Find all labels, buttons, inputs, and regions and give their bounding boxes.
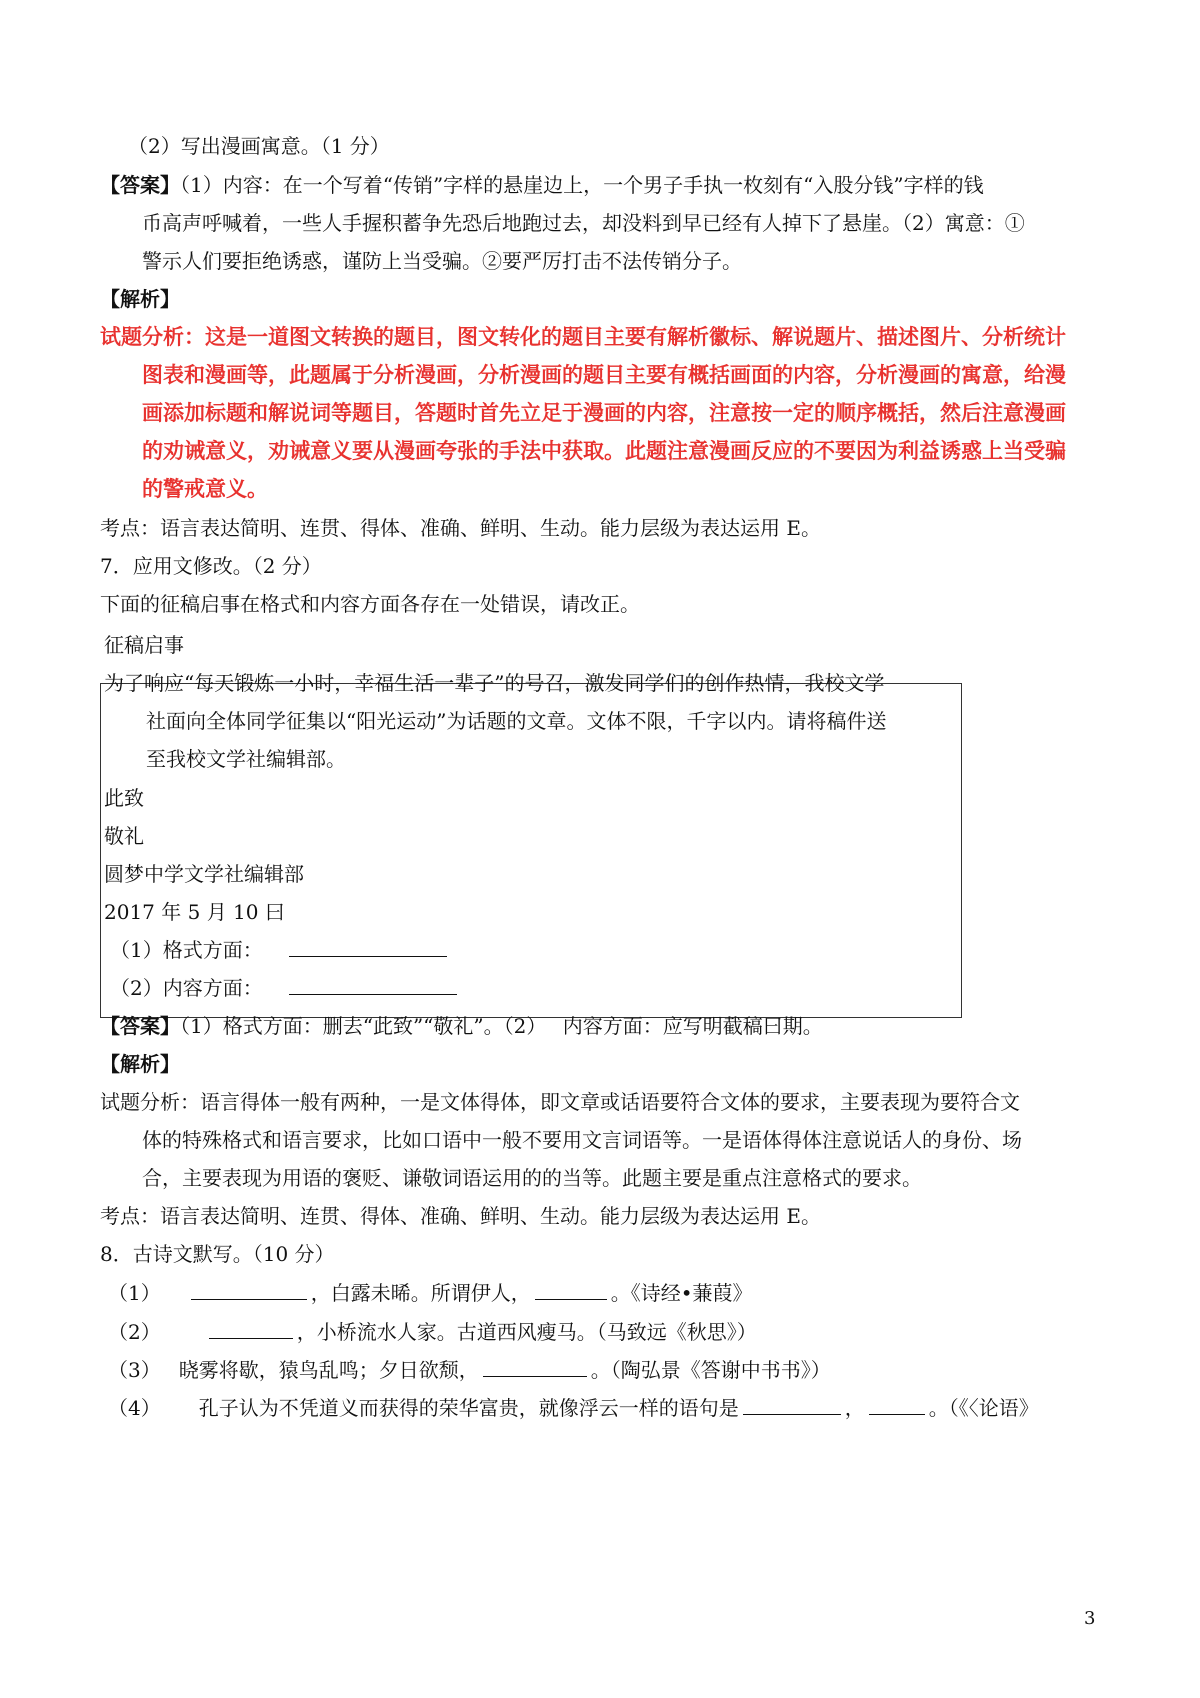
q7-title: 7．应用文修改。（2 分） <box>100 554 322 578</box>
notice-cizhi: 此致 <box>104 786 144 810</box>
q7-analysis-line-3: 合，主要表现为用语的褒贬、谦敬词语运用的的当等。此题主要是重点注意格式的要求。 <box>142 1166 922 1190</box>
page-number: 3 <box>1084 1608 1096 1629</box>
notice-heading: 征稿启事 <box>104 633 184 657</box>
q7-intro: 下面的征稿启事在格式和内容方面各存在一处错误，请改正。 <box>100 592 640 616</box>
q7-answer: 【答案】（1）格式方面：删去“此致”“敬礼”。（2） 内容方面：应写明截稿曰期。 <box>100 1014 823 1038</box>
q8-item-4: （4） 孔子认为不凭道义而获得的荣华富贵，就像浮云一样的语句是 ， 。（《〈论语》 <box>108 1396 1039 1420</box>
q6-analysis-line-4: 的劝诫意义，劝诫意义要从漫画夸张的手法中获取。此题注意漫画反应的不要因为利益诱惑上当受骗 <box>142 439 1066 463</box>
q8-item-4-blank-2[interactable] <box>869 1394 925 1415</box>
q7-analysis-tag: 【解析】 <box>100 1052 180 1076</box>
q6-analysis-tag: 【解析】 <box>100 287 180 311</box>
q6-answer-line-3: 警示人们要拒绝诱惑，谨防上当受骗。②要严厉打击不法传销分子。 <box>142 249 742 273</box>
notice-date: 2017 年 5 月 10 曰 <box>104 900 285 924</box>
q6-analysis-line-2: 图表和漫画等，此题属于分析漫画，分析漫画的题目主要有概括画面的内容，分析漫画的寓意，给漫 <box>142 363 1066 387</box>
q8-item-2: （2） ，小桥流水人家。古道西风瘦马。（马致远《秋思》） <box>108 1320 757 1344</box>
q6-answer-tag: 【答案】 <box>100 173 180 197</box>
q8-item-1-blank-2[interactable] <box>535 1279 607 1300</box>
q7-answer-tag: 【答案】 <box>100 1014 180 1038</box>
q6-sub2: （2）写出漫画寓意。（1 分） <box>128 134 390 158</box>
q6-analysis-line-1: 试题分析：这是一道图文转换的题目，图文转化的题目主要有解析徽标、解说题片、描述图片、分析统计 <box>100 325 1066 349</box>
q7-sub1-blank[interactable] <box>289 936 447 957</box>
q6-answer-line-2: 币高声呼喊着，一些人手握积蓄争先恐后地跑过去，却没料到早已经有人掉下了悬崖。（2）寓意：① <box>142 211 1025 235</box>
notice-body-line-3: 至我校文学社编辑部。 <box>146 747 346 771</box>
q6-analysis-line-5: 的警戒意义。 <box>142 477 268 501</box>
q7-sub2-blank[interactable] <box>289 974 457 995</box>
q7-kaodian: 考点：语言表达简明、连贯、得体、准确、鲜明、生动。能力层级为表达运用 E。 <box>100 1204 821 1228</box>
notice-jingli: 敬礼 <box>104 824 144 848</box>
q8-item-2-blank-1[interactable] <box>209 1318 293 1339</box>
q7-sub1: （1）格式方面： <box>110 936 451 963</box>
notice-sign: 圆梦中学文学社编辑部 <box>104 862 304 886</box>
q7-analysis-line-1: 试题分析：语言得体一般有两种，一是文体得体，即文章或话语要符合文体的要求，主要表现为要符合文 <box>100 1090 1020 1114</box>
q6-analysis-line-3: 画添加标题和解说词等题目，答题时首先立足于漫画的内容，注意按一定的顺序概括，然后注意漫画 <box>142 401 1066 425</box>
notice-body-line-1: 为了响应“每天锻炼一小时，幸福生活一辈子”的号召，激发同学们的创作热情，我校文学 <box>104 671 885 695</box>
q8-item-1-blank-1[interactable] <box>191 1279 307 1300</box>
q7-sub2: （2）内容方面： <box>110 974 461 1001</box>
notice-body-line-2: 社面向全体同学征集以“阳光运动”为话题的文章。文体不限，千字以内。请将稿件送 <box>146 709 887 733</box>
q6-answer-line-1: 【答案】（1）内容：在一个写着“传销”字样的悬崖边上，一个男子手执一枚刻有“入股分钱”字样的钱 <box>100 173 984 197</box>
q6-kaodian: 考点：语言表达简明、连贯、得体、准确、鲜明、生动。能力层级为表达运用 E。 <box>100 516 821 540</box>
q8-item-1: （1） ，白露未晞。所谓伊人， 。《诗经•蒹葭》 <box>108 1281 753 1305</box>
q8-item-3: （3） 晓雾将歇，猿鸟乱鸣；夕日欲颓， 。（陶弘景《答谢中书书》） <box>108 1358 831 1382</box>
q8-title: 8．古诗文默写。（10 分） <box>100 1242 335 1266</box>
q7-analysis-line-2: 体的特殊格式和语言要求，比如口语中一般不要用文言词语等。一是语体得体注意说话人的身份、场 <box>142 1128 1022 1152</box>
q8-item-3-blank-1[interactable] <box>483 1356 587 1377</box>
q8-item-4-blank-1[interactable] <box>743 1394 841 1415</box>
